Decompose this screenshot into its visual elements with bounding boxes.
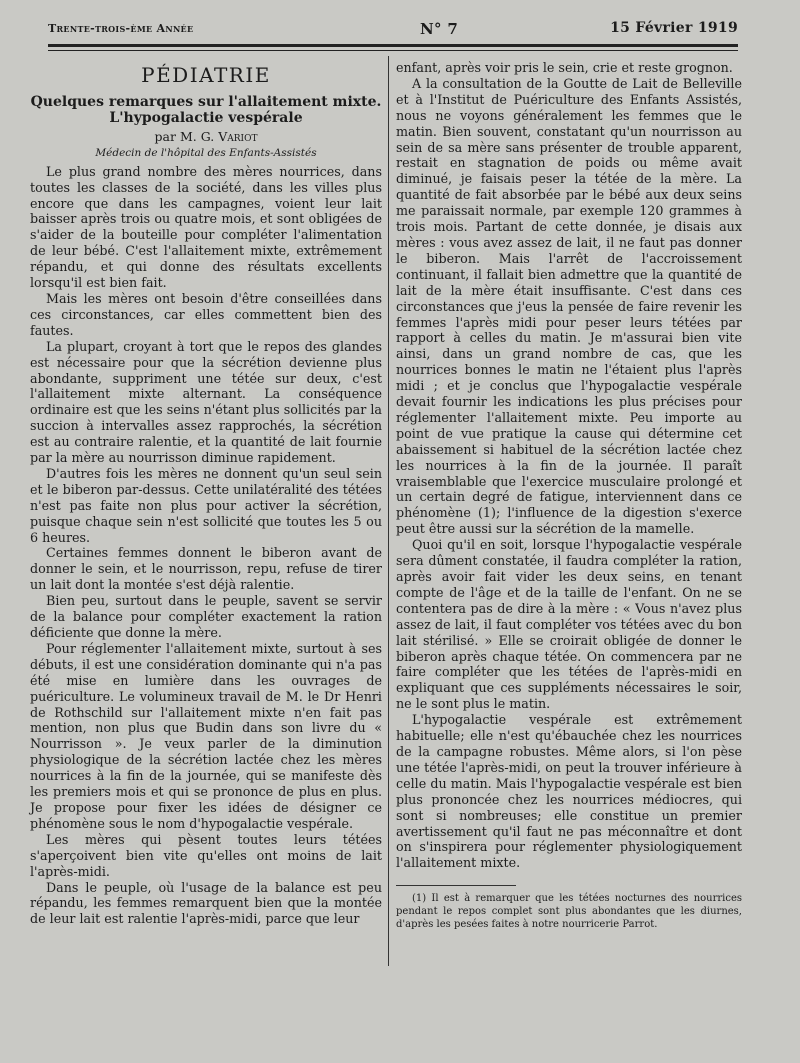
paragraph: Bien peu, surtout dans le peuple, savent se servir de la balance pour compléter exactement la ration déficiente que donne la mère. (30, 593, 382, 640)
page-header (48, 22, 738, 42)
paragraph: Dans le peuple, où l'usage de la balance est peu répandu, les femmes remarquent bien que la montée de leur lait est ralentie l'après-midi, parce que leur (30, 879, 382, 927)
header-rule-thick (48, 44, 738, 47)
author-name: G. Variot (200, 128, 258, 144)
issue-number: N° 7 (420, 20, 459, 38)
paragraph: Pour réglementer l'allaitement mixte, surtout à ses débuts, il est une considération dominante qui n'a pas été mise en lumière dans les ouvrages de puériculture. Le volumineux travail de M. le Dr Henri de Rothschild sur l'allaitement mixte n'en fait pas mention, non plus que Budin dans son livre du « Nourrisson ». Je veux parler de la diminution physiologique de la sécrétion lactée chez les mères nourrices à la fin de la journée, qui se manifeste dès les premiers mois et qui se prononce de plus en plus. Je propose pour fixer les idées de désigner ce phénomène sous le nom d'hypogalactie vespérale. (30, 640, 382, 831)
volume-label: Trente-trois-ème Année (48, 22, 194, 35)
section-title: PÉDIATRIE (141, 63, 271, 87)
paragraph: Le plus grand nombre des mères nourrices, dans toutes les classes de la société, dans les villes plus encore que dans les campagnes, voient leur lait baisser après trois ou quatre mois, et sont obligées de s'aider de la bouteille pour compléter l'alimentation de leur bébé. C'est l'allaitement mixte, extrêmement répandu, et qui donne des résultats excellents lorsqu'il est bien fait. (30, 163, 382, 291)
paragraph: Quoi qu'il en soit, lorsque l'hypogalactie vespérale sera dûment constatée, il faudra compléter la ration, après avoir fait vider les deux seins, en tenant compte de l'âge et de la taille de l'enfant. On ne se contentera pas de dire à la mère : « Vous n'avez plus assez de lait, il faut compléter vos tétées avec du bon lait stérilisé. » Elle se croirait obligée de donner le biberon après chaque tétée. On commencera par ne faire compléter que les tétées de l'après-midi en expliquant que ces suppléments nécessaires le soir, ne le sont plus le matin. (396, 537, 742, 712)
footnote-rule (396, 885, 516, 886)
paragraph: Certaines femmes donnent le biberon avant de donner le sein, et le nourrisson, repu, refuse de tirer un lait dont la montée s'est déjà ralentie. (30, 545, 382, 593)
issue-date: 15 Février 1919 (610, 20, 738, 36)
article-title-line1: Quelques remarques sur l'allaitement mixte. (30, 93, 382, 110)
paragraph: La plupart, croyant à tort que le repos des glandes est nécessaire pour que la sécrétion devienne plus abondante, suppriment une tétée sur deux, c'est l'allaitement mixte alternant. La conséquence ordinaire est que les seins n'étant plus sollicités par la succion à intervalles assez rapprochés, la sécrétion est au contraire ralentie, et la quantité de lait fournie par la mère au nourrisson diminue rapidement. (30, 338, 382, 466)
paragraph: Mais les mères ont besoin d'être conseillées dans ces circonstances, car elles commettent bien des fautes. (30, 290, 382, 338)
header-rule-thin (48, 50, 738, 51)
paragraph: Les mères qui pèsent toutes leurs tétées s'aperçoivent bien vite qu'elles ont moins de lait l'après-midi. (30, 831, 382, 879)
paragraph-continued: enfant, après voir pris le sein, crie et reste grognon. (396, 60, 733, 75)
article-title-line2: L'hypogalactie vespérale (109, 109, 303, 126)
paragraph: D'autres fois les mères ne donnent qu'un seul sein et le biberon par-dessus. Cette unilatéralité des tétées n'est pas faite non plus pour activer la sécrétion, puisque chaque sein n'est sollicité que toutes les 5 ou 6 heures. (30, 465, 382, 545)
right-column (396, 60, 742, 931)
column-divider (388, 56, 389, 966)
paragraph: L'hypogalactie vespérale est extrêmement habituelle; elle n'est qu'ébauchée chez les nourrices de la campagne robustes. Même alors, si l'on pèse une tétée l'après-midi, on peut la trouver inférieure à celle du matin. Mais l'hypogalactie vespérale est bien plus prononcée chez les nourrices médiocres, qui sont si nombreuses; elle constitue un premier avertissement qu'il faut ne pas méconnaître et dont on s'inspirera pour réglementer physiologiquement l'allaitement mixte. (396, 712, 742, 871)
byline (30, 129, 382, 145)
left-column (30, 60, 382, 927)
paragraph: A la consultation de la Goutte de Lait de Belleville et à l'Institut de Puériculture des Enfants Assistés, nous ne voyons généralement les femmes que le matin. Bien souvent, constatant qu'un nourrisson au sein de sa mère sans présenter de trouble apparent, restait en stagnation de poids ou même avait diminué, je faisais peser la tétée de la mère. La quantité de fait absorbée par le bébé aux deux seins me paraissait normale, par exemple 120 grammes à trois mois. Partant de cette donnée, je disais aux mères : vous avez assez de lait, il ne faut pas donner le biberon. Mais l'arrêt de l'accroissement continuant, il fallait bien admettre que la quantité de lait de la mère était insuffisante. C'est dans ces circonstances que j'eus la pensée de faire revenir les femmes l'après midi pour peser leurs tétées par rapport à celles du matin. Je m'assurai bien vite ainsi, dans un grand nombre de cas, que les nourrices bonnes le matin ne l'étaient plus l'après midi ; et je conclus que l'hypogalactie vespérale devait fournir les indications les plus précises pour réglementer l'allaitement mixte. Peu importe au point de vue pratique la cause qui détermine cet abaissement si habituel de la sécrétion lactée chez les nourrices à la fin de la journée. Il paraît vraisemblable que l'exercice musculaire prolongé et un certain degré de fatigue, interviennent dans ce phénomène (1); l'influence de la digestion s'exerce peut être aussi sur la sécrétion de la mamelle. (396, 75, 742, 537)
footnote: (1) Il est à remarquer que les tétées nocturnes des nourrices pendant le repos complet sont plus abondantes que les diurnes, d'après les pesées faites à notre nourricerie Parrot. (396, 893, 742, 931)
byline-prefix: par M. (154, 128, 197, 144)
author-affiliation: Médecin de l'hôpital des Enfants-Assistés (95, 146, 317, 159)
